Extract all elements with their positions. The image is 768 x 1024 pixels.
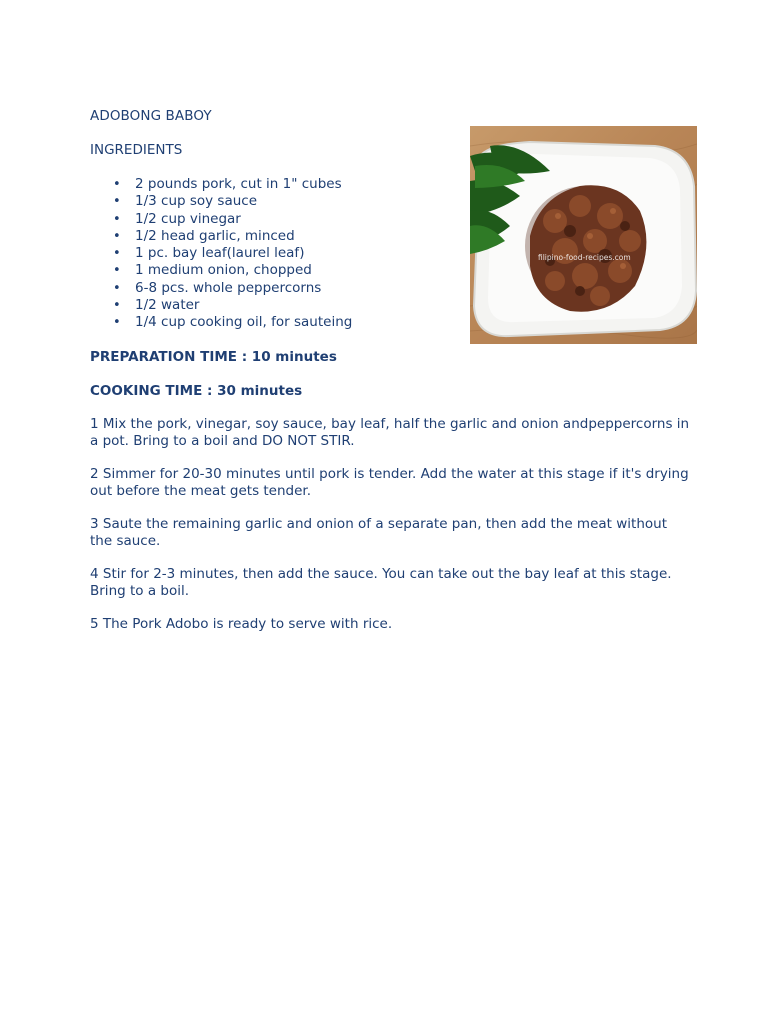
ingredient-item <box>90 228 352 245</box>
bullet-icon: • <box>113 228 121 244</box>
ingredient-text: 6-8 pcs. whole peppercorns <box>135 279 322 296</box>
ingredient-text: 2 pounds pork, cut in 1" cubes <box>135 176 342 192</box>
photo-watermark: filipino-food-recipes.com <box>538 253 631 262</box>
recipe-title: ADOBONG BABOY <box>90 108 212 124</box>
cooking-time: COOKING TIME : 30 minutes <box>90 383 303 399</box>
bullet-icon: • <box>113 177 121 192</box>
step-4: 4 Stir for 2-3 minutes, then add the sauce. You can take out the bay leaf at this stage. Bring to a boil. <box>90 566 672 599</box>
ingredient-text: 1 medium onion, chopped <box>135 262 312 279</box>
step-1: 1 Mix the pork, vinegar, soy sauce, bay leaf, half the garlic and onion andpeppercorns in a pot. Bring to a boil and DO NOT STIR. <box>90 416 690 449</box>
ingredient-item <box>90 280 352 297</box>
preparation-time: PREPARATION TIME : 10 minutes <box>90 349 337 365</box>
bullet-icon: • <box>113 246 121 262</box>
bullet-icon: • <box>113 194 121 210</box>
ingredient-item <box>90 211 352 228</box>
bullet-icon: • <box>113 298 121 314</box>
bullet-icon: • <box>113 315 121 331</box>
ingredient-text: 1/2 water <box>135 297 200 314</box>
bullet-icon: • <box>113 263 121 279</box>
ingredient-item <box>90 176 352 193</box>
bullet-icon: • <box>113 280 121 296</box>
ingredient-item <box>90 193 352 210</box>
step-5: 5 The Pork Adobo is ready to serve with rice. <box>90 616 393 632</box>
ingredient-text: 1/2 head garlic, minced <box>135 227 295 244</box>
ingredient-list <box>90 176 352 332</box>
adobo-photo <box>470 126 697 344</box>
ingredients-heading: INGREDIENTS <box>90 142 183 158</box>
ingredient-text: 1/2 cup vinegar <box>135 210 241 227</box>
adobo-plate-illustration <box>470 126 697 344</box>
bullet-icon: • <box>113 211 121 227</box>
step-2: 2 Simmer for 20-30 minutes until pork is tender. Add the water at this stage if it's drying out before the meat gets tender. <box>90 466 689 499</box>
ingredient-item <box>90 262 352 279</box>
ingredient-item <box>90 245 352 262</box>
ingredient-text: 1/4 cup cooking oil, for sauteing <box>135 314 353 331</box>
ingredient-text: 1 pc. bay leaf(laurel leaf) <box>135 245 305 262</box>
step-3: 3 Saute the remaining garlic and onion of a separate pan, then add the meat without the sauce. <box>90 516 667 549</box>
ingredient-item <box>90 297 352 314</box>
ingredient-item <box>90 314 352 331</box>
ingredient-text: 1/3 cup soy sauce <box>135 193 258 210</box>
